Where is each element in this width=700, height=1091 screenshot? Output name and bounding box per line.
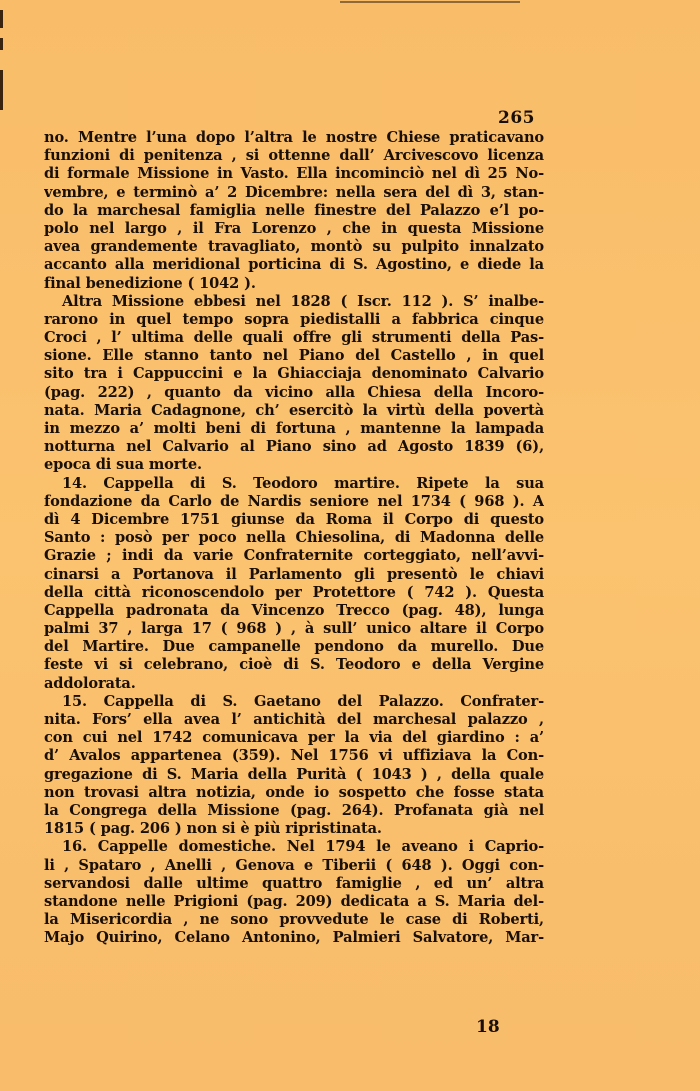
text-line: nita. Fors’ ella avea l’ antichità del marchesal palazzo , — [44, 711, 544, 728]
text-line: accanto alla meridional porticina di S. Agostino, e diede la — [44, 256, 544, 274]
text-line: del Martire. Due campanelle pendono da murello. Due — [44, 638, 544, 656]
text-line: rarono in quel tempo sopra piedistalli a fabbrica cinque — [44, 310, 544, 328]
text-line: notturna nel Calvario al Piano sino ad Agosto 1839 (6), — [44, 438, 544, 456]
text-line: palmi 37 , larga 17 ( 968 ) , à sull’ unico altare il Corpo — [44, 620, 544, 638]
body-text — [44, 129, 544, 947]
text-line: li , Spataro , Anelli , Genova e Tiberii ( 648 ). Oggi con- — [44, 856, 544, 874]
text-line: sione. Elle stanno tanto nel Piano del Castello , in quel — [44, 347, 544, 365]
text-line: 1815 ( pag. 206 ) non si è più ripristinata. — [44, 820, 382, 838]
text-line: Cappella padronata da Vincenzo Trecco (pag. 48), lunga — [44, 601, 544, 619]
page-number: 265 — [498, 108, 535, 128]
text-line: 16. Cappelle domestiche. Nel 1794 le aveano i Caprio- — [62, 838, 544, 856]
text-line: standone nelle Prigioni (pag. 209) dedicata a S. Maria del- — [44, 892, 544, 910]
text-line: 15. Cappella di S. Gaetano del Palazzo. Confrater- — [62, 692, 544, 710]
text-line: no. Mentre l’una dopo l’altra le nostre Chiese praticavano — [44, 129, 544, 146]
scan-margin-mark — [0, 70, 3, 110]
text-line: epoca di sua morte. — [44, 456, 202, 474]
text-line: nata. Maria Cadagnone, ch’ esercitò la virtù della povertà — [44, 401, 544, 419]
scan-edge-mark — [340, 1, 520, 3]
text-line: sito tra i Cappuccini e la Ghiacciaja denominato Calvario — [44, 365, 544, 383]
text-line: cinarsi a Portanova il Parlamento gli presentò le chiavi — [44, 565, 544, 583]
text-line: con cui nel 1742 comunicava per la via del giardino : a’ — [44, 729, 544, 747]
text-line: della città riconoscendolo per Protettore ( 742 ). Questa — [44, 583, 544, 601]
text-line: polo nel largo , il Fra Lorenzo , che in questa Missione — [44, 219, 544, 237]
text-line: avea grandemente travagliato, montò su pulpito innalzato — [44, 238, 544, 256]
text-line: gregazione di S. Maria della Purità ( 1043 ) , della quale — [44, 765, 544, 783]
text-line: Croci , l’ ultima delle quali offre gli strumenti della Pas- — [44, 329, 544, 347]
signature-mark: 18 — [476, 1017, 500, 1037]
text-line: in mezzo a’ molti beni di fortuna , mantenne la lampada — [44, 420, 544, 437]
text-line: 14. Cappella di S. Teodoro martire. Ripete la sua — [62, 474, 544, 492]
text-line: fondazione da Carlo de Nardis seniore nel 1734 ( 968 ). A — [44, 492, 544, 510]
text-line: dì 4 Dicembre 1751 giunse da Roma il Corpo di questo — [44, 510, 544, 528]
text-line: (pag. 222) , quanto da vicino alla Chiesa della Incoro- — [44, 383, 544, 401]
text-line: Altra Missione ebbesi nel 1828 ( Iscr. 112 ). S’ inalbe- — [62, 292, 544, 310]
text-line: feste vi si celebrano, cioè di S. Teodoro e della Vergine — [44, 656, 544, 674]
text-line: do la marchesal famiglia nelle finestre del Palazzo e’l po- — [44, 201, 544, 219]
scan-margin-mark — [0, 10, 3, 28]
text-line: Majo Quirino, Celano Antonino, Palmieri Salvatore, Mar- — [44, 929, 544, 947]
text-line: servandosi dalle ultime quattro famiglie , ed un’ altra — [44, 874, 544, 892]
text-line: la Congrega della Missione (pag. 264). Profanata già nel — [44, 801, 544, 819]
text-line: final benedizione ( 1042 ). — [44, 274, 256, 292]
text-line: d’ Avalos appartenea (359). Nel 1756 vi uffiziava la Con- — [44, 747, 544, 765]
scan-margin-mark — [0, 38, 3, 50]
text-line: non trovasi altra notizia, onde io sospetto che fosse stata — [44, 783, 544, 801]
text-line: vembre, e terminò a’ 2 Dicembre: nella sera del dì 3, stan- — [44, 183, 544, 201]
text-line: addolorata. — [44, 674, 136, 692]
text-line: la Misericordia , ne sono provvedute le case di Roberti, — [44, 911, 544, 929]
text-line: funzioni di penitenza , si ottenne dall’ Arcivescovo licenza — [44, 147, 544, 165]
text-line: Grazie ; indi da varie Confraternite corteggiato, nell’avvi- — [44, 547, 544, 565]
text-line: di formale Missione in Vasto. Ella incominciò nel dì 25 No- — [44, 165, 544, 183]
text-line: Santo : posò per poco nella Chiesolina, di Madonna delle — [44, 529, 544, 547]
